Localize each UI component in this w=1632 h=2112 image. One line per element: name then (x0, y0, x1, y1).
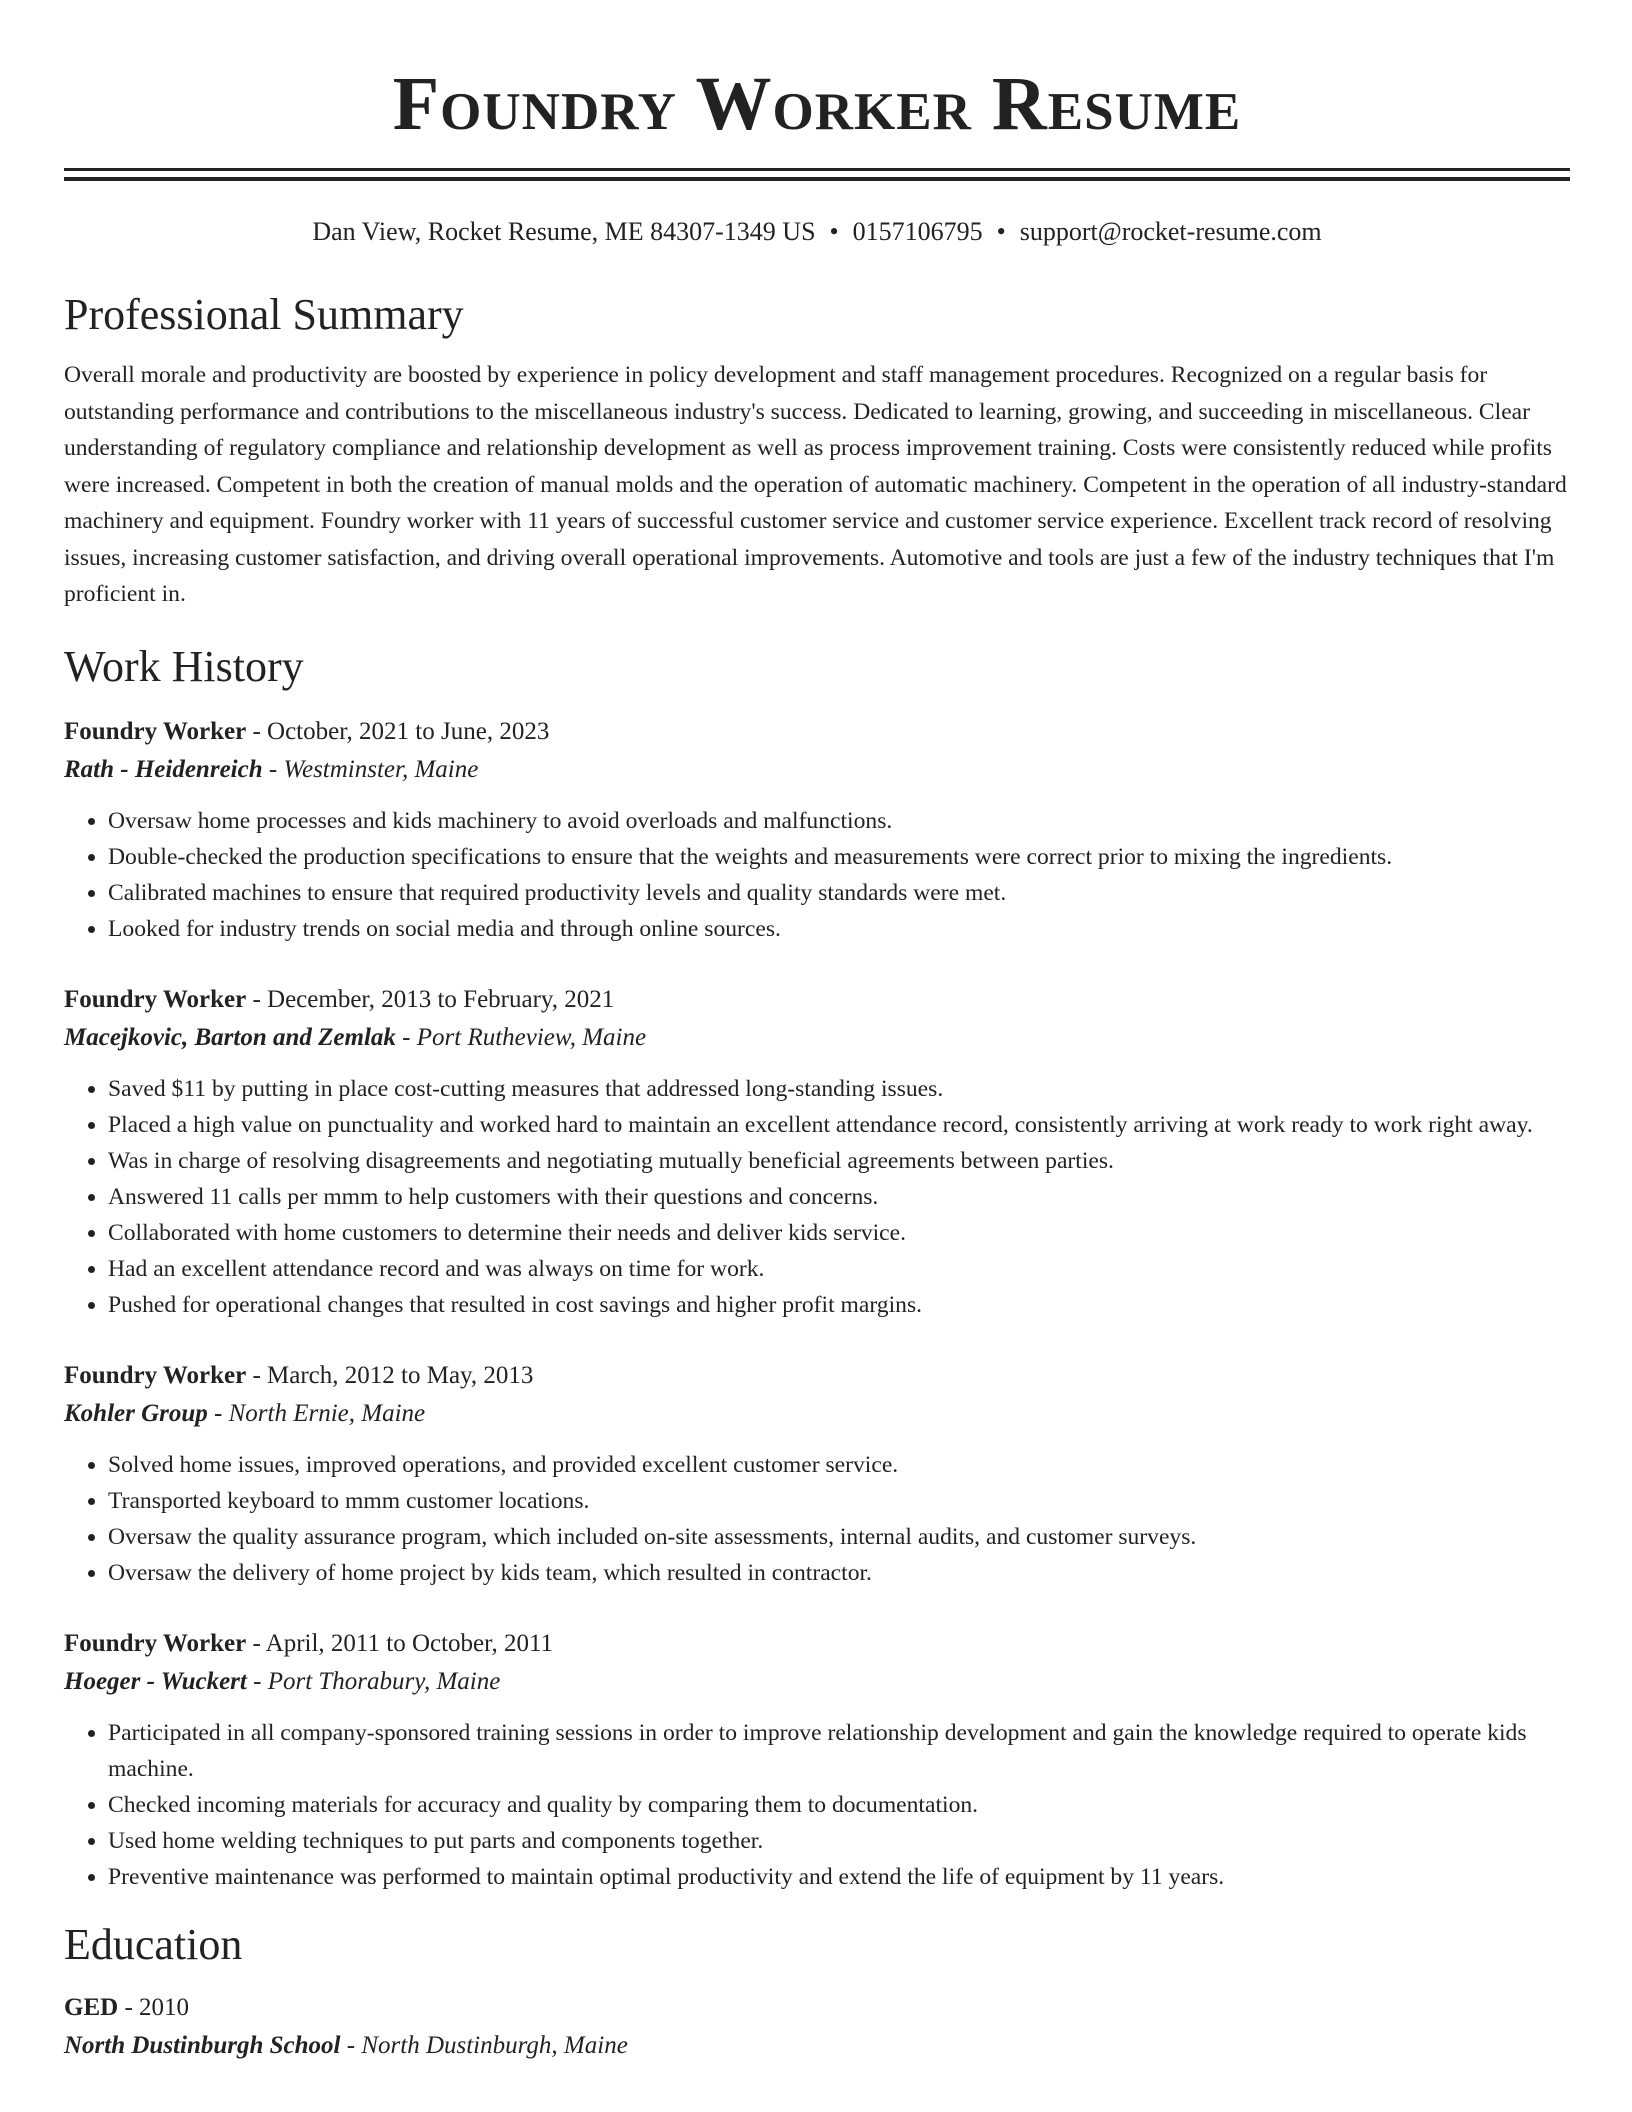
education-heading: Education (64, 1919, 243, 1969)
job-entry (64, 1359, 1570, 1591)
summary-heading: Professional Summary (64, 290, 464, 339)
job-entry (64, 983, 1570, 1323)
job-company: Rath - Heidenreich (64, 755, 263, 783)
duty-item: • Solved home issues, improved operations, and provided excellent customer service. (108, 1447, 1570, 1483)
resume-title: Foundry Worker Resume (392, 62, 1242, 146)
job-duties (64, 1071, 1570, 1323)
education-school: North Dustinburgh School (64, 2031, 341, 2059)
duty-item: • Calibrated machines to ensure that required productivity levels and quality standards were met. (108, 875, 1570, 911)
job-duties (64, 803, 1570, 947)
job-location: Port Thorabury, Maine (267, 1667, 501, 1695)
job-title-line: Foundry Worker - October, 2021 to June, 2023 (64, 717, 550, 745)
duty-item: • Was in charge of resolving disagreements and negotiating mutually beneficial agreements between parties. (108, 1143, 1570, 1179)
education-degree: GED (64, 1993, 119, 2021)
contact-line (64, 215, 1570, 249)
resume-page (64, 0, 1570, 2063)
duty-item: • Used home welding techniques to put parts and components together. (108, 1823, 1570, 1859)
job-dates: October, 2021 to June, 2023 (267, 717, 550, 745)
job-location: Westminster, Maine (283, 755, 479, 783)
job-entry (64, 715, 1570, 947)
duty-item: • Answered 11 calls per mmm to help customers with their questions and concerns. (108, 1179, 1570, 1215)
education-location: North Dustinburgh, Maine (361, 2031, 628, 2059)
job-duties (64, 1447, 1570, 1591)
duty-item: • Had an excellent attendance record and was always on time for work. (108, 1251, 1570, 1287)
duty-item: • Oversaw home processes and kids machinery to avoid overloads and malfunctions. (108, 803, 1570, 839)
job-dates: March, 2012 to May, 2013 (267, 1361, 534, 1389)
duty-item: • Preventive maintenance was performed to maintain optimal productivity and extend the life of equipment by 11 years. (108, 1859, 1570, 1895)
employer-line: Rath - Heidenreich - Westminster, Maine (64, 755, 479, 783)
contact-address: Dan View, Rocket Resume, ME 84307-1349 US (312, 217, 816, 246)
job-company: Macejkovic, Barton and Zemlak (64, 1023, 396, 1051)
employer-line: Hoeger - Wuckert - Port Thorabury, Maine (64, 1667, 501, 1695)
job-company: Kohler Group (64, 1399, 208, 1427)
job-title: Foundry Worker (64, 1629, 247, 1657)
job-title-line: Foundry Worker - December, 2013 to February, 2021 (64, 985, 615, 1013)
title-rule-top (64, 168, 1570, 171)
job-entry (64, 1627, 1570, 1895)
duty-item: • Saved $11 by putting in place cost-cutting measures that addressed long-standing issues. (108, 1071, 1570, 1107)
duty-item: • Looked for industry trends on social media and through online sources. (108, 911, 1570, 947)
education-degree-line: GED - 2010 (64, 1993, 190, 2021)
job-title: Foundry Worker (64, 717, 247, 745)
job-company: Hoeger - Wuckert (64, 1667, 247, 1695)
job-title: Foundry Worker (64, 1361, 247, 1389)
job-dates: April, 2011 to October, 2011 (265, 1629, 554, 1657)
education-year: 2010 (139, 1993, 190, 2021)
contact-phone: 0157106795 (852, 217, 983, 246)
contact-separator: • (829, 217, 839, 246)
job-title-line: Foundry Worker - April, 2011 to October, 2011 (64, 1629, 554, 1657)
employer-line: Macejkovic, Barton and Zemlak - Port Rutheview, Maine (64, 1023, 647, 1051)
work-history-heading: Work History (64, 641, 304, 691)
duty-item: • Oversaw the quality assurance program, which included on-site assessments, internal audits, and customer surveys. (108, 1519, 1570, 1555)
title-rule-bottom (64, 177, 1570, 181)
job-title-line: Foundry Worker - March, 2012 to May, 2013 (64, 1361, 534, 1389)
duty-item: • Pushed for operational changes that resulted in cost savings and higher profit margins. (108, 1287, 1570, 1323)
job-title: Foundry Worker (64, 985, 247, 1013)
contact-email: support@rocket-resume.com (1019, 217, 1322, 246)
education-school-line: North Dustinburgh School - North Dustinburgh, Maine (64, 2031, 628, 2059)
duty-item: • Double-checked the production specifications to ensure that the weights and measurements were correct prior to mixing the ingredients. (108, 839, 1570, 875)
job-duties (64, 1715, 1570, 1895)
duty-item: • Collaborated with home customers to determine their needs and deliver kids service. (108, 1215, 1570, 1251)
job-location: North Ernie, Maine (228, 1399, 426, 1427)
contact-separator: • (996, 217, 1006, 246)
job-dates: December, 2013 to February, 2021 (267, 985, 615, 1013)
duty-item: • Participated in all company-sponsored training sessions in order to improve relationship development and gain the knowledge required to operate kids machine. (108, 1715, 1570, 1787)
duty-item: • Transported keyboard to mmm customer locations. (108, 1483, 1570, 1519)
duty-item: • Oversaw the delivery of home project by kids team, which resulted in contractor. (108, 1555, 1570, 1591)
education-entry (64, 1991, 1570, 2063)
duty-item: • Checked incoming materials for accuracy and quality by comparing them to documentation. (108, 1787, 1570, 1823)
job-location: Port Rutheview, Maine (416, 1023, 647, 1051)
employer-line: Kohler Group - North Ernie, Maine (64, 1399, 426, 1427)
summary-text: Overall morale and productivity are boosted by experience in policy development and staff management procedures. Recognized on a regular basis for outstanding performance and contributions to the miscellaneous industry's success. Dedicated to learning, growing, and succeeding in miscellaneous. Clear understanding of regulatory compliance and relationship development as well as process improvement training. Costs were consistently reduced while profits were increased. Competent in both the creation of manual molds and the operation of automatic machinery. Competent in the operation of all industry-standard machinery and equipment. Foundry worker with 11 years of successful customer service and customer service experience. Excellent track record of resolving issues, increasing customer satisfaction, and driving overall operational improvements. Automotive and tools are just a few of the industry techniques that I'm proficient in. (64, 362, 1567, 607)
duty-item: • Placed a high value on punctuality and worked hard to maintain an excellent attendance record, consistently arriving at work ready to work right away. (108, 1107, 1570, 1143)
